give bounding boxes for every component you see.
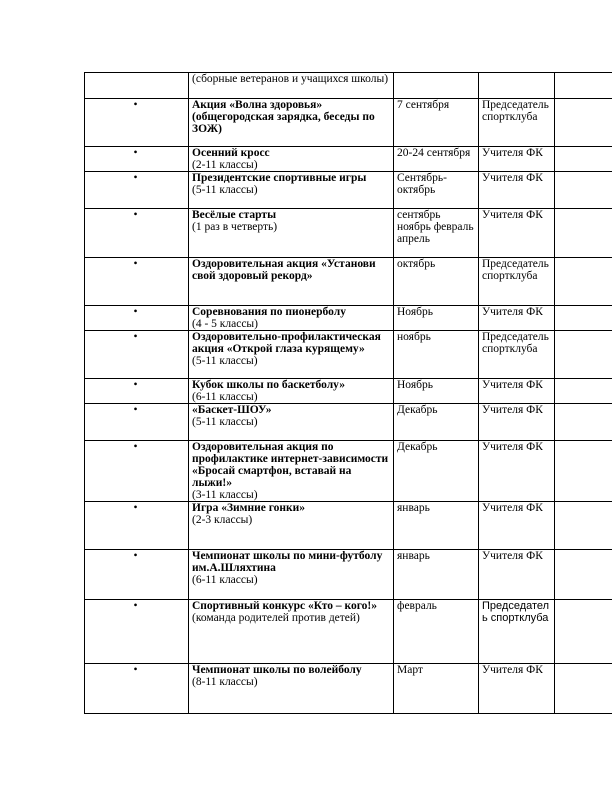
event-cell [189,550,394,600]
bullet-glyph: • [133,147,138,159]
event-title: Осенний кросс [192,147,270,159]
date-cell: февраль [394,600,479,664]
event-cell [189,600,394,664]
date-cell [394,73,479,99]
event-title: Весёлые старты [192,209,277,221]
event-note: (2-11 классы) [192,159,258,171]
responsible-cell: Учителя ФК [479,379,555,404]
bullet-cell [85,172,189,209]
responsible-cell: Председатель спортклуба [479,331,555,379]
responsible-cell: Учителя ФК [479,441,555,502]
bullet-cell [85,258,189,306]
bullet-cell [85,147,189,172]
event-cell [189,404,394,441]
event-title: Чемпионат школы по мини-футболу им.А.Шляхтина [192,550,383,574]
event-note: (4 - 5 классы) [192,318,258,330]
extra-cell [555,172,612,209]
event-cell [189,172,394,209]
responsible-cell: Учителя ФК [479,664,555,714]
responsible-cell: Учителя ФК [479,502,555,550]
bullet-glyph: • [133,379,138,391]
responsible-cell: Председатель спортклуба [479,258,555,306]
bullet-glyph: • [133,441,138,453]
events-table [84,72,612,714]
event-cell [189,331,394,379]
responsible-cell: Председатель спортклуба [479,99,555,147]
event-note: (6-11 классы) [192,391,258,403]
table-row [85,550,612,600]
event-title: «Баскет-ШОУ» [192,404,272,416]
responsible-cell: Учителя ФК [479,147,555,172]
date-cell: январь [394,550,479,600]
table-row [85,209,612,258]
extra-cell [555,404,612,441]
bullet-glyph: • [133,258,138,270]
responsible-cell: Учителя ФК [479,550,555,600]
bullet-glyph: • [133,172,138,184]
bullet-cell [85,404,189,441]
event-title: Оздоровительная акция по профилактике интернет-зависимости «Бросай смартфон, вставай на лыжи!» [192,441,389,489]
bullet-cell [85,331,189,379]
extra-cell [555,331,612,379]
responsible-cell: Учителя ФК [479,172,555,209]
bullet-cell [85,664,189,714]
bullet-glyph: • [133,600,138,612]
event-title: Спортивный конкурс «Кто – кого!» [192,600,377,612]
extra-cell [555,209,612,258]
bullet-glyph: • [133,664,138,676]
event-cell [189,379,394,404]
event-cell [189,664,394,714]
extra-cell [555,502,612,550]
event-cell [189,73,394,99]
event-note: (8-11 классы) [192,676,258,688]
bullet-glyph: • [133,99,138,111]
table-row [85,258,612,306]
responsible-cell: Председатель спортклуба [479,600,555,664]
event-note: (5-11 классы) [192,355,258,367]
extra-cell [555,306,612,331]
extra-cell [555,379,612,404]
event-title: Оздоровительно-профилактическая акция «Открой глаза курящему» [192,331,381,355]
event-note: (сборные ветеранов и учащихся школы) [192,73,389,85]
bullet-cell [85,209,189,258]
date-cell: Декабрь [394,404,479,441]
event-note: (2-3 классы) [192,514,253,526]
event-cell [189,306,394,331]
table-row [85,379,612,404]
bullet-cell [85,441,189,502]
bullet-cell [85,379,189,404]
responsible-cell: Учителя ФК [479,209,555,258]
date-cell: Март [394,664,479,714]
extra-cell [555,441,612,502]
bullet-cell [85,99,189,147]
date-cell: Ноябрь [394,306,479,331]
event-title: Игра «Зимние гонки» [192,502,306,514]
event-title: Акция «Волна здоровья» (общегородская зарядка, беседы по ЗОЖ) [192,99,375,135]
bullet-cell [85,73,189,99]
event-title: Кубок школы по баскетболу» [192,379,345,391]
table-row [85,172,612,209]
event-note: (3-11 классы) [192,489,258,501]
event-cell [189,147,394,172]
bullet-cell [85,306,189,331]
event-note: (6-11 классы) [192,574,258,586]
extra-cell [555,664,612,714]
event-title: Президентские спортивные игры [192,172,367,184]
event-cell [189,99,394,147]
date-cell: 7 сентября [394,99,479,147]
bullet-cell [85,502,189,550]
bullet-cell [85,550,189,600]
table-row-continuation [85,73,612,99]
event-note: (5-11 классы) [192,184,258,196]
date-cell: январь [394,502,479,550]
event-note: (5-11 классы) [192,416,258,428]
table-row [85,600,612,664]
table-row [85,147,612,172]
date-cell: 20-24 сентября [394,147,479,172]
event-cell [189,441,394,502]
date-cell: Сентябрь-октябрь [394,172,479,209]
bullet-glyph: • [133,331,138,343]
event-title: Оздоровительная акция «Установи свой здоровый рекорд» [192,258,376,282]
bullet-glyph: • [133,404,138,416]
responsible-cell [479,73,555,99]
date-cell: ноябрь [394,331,479,379]
bullet-glyph: • [133,306,138,318]
responsible-cell: Учителя ФК [479,404,555,441]
bullet-glyph: • [133,502,138,514]
table-row [85,331,612,379]
extra-cell [555,99,612,147]
extra-cell [555,550,612,600]
date-cell: октябрь [394,258,479,306]
event-cell [189,502,394,550]
extra-cell [555,73,612,99]
bullet-glyph: • [133,550,138,562]
table-row [85,99,612,147]
event-note: (команда родителей против детей) [192,612,360,624]
date-cell: Декабрь [394,441,479,502]
responsible-cell: Учителя ФК [479,306,555,331]
event-note: (1 раз в четверть) [192,221,278,233]
table-row [85,502,612,550]
table-row [85,306,612,331]
extra-cell [555,258,612,306]
extra-cell [555,600,612,664]
table-row [85,404,612,441]
event-title: Чемпионат школы по волейболу [192,664,362,676]
table-row [85,441,612,502]
table-row [85,664,612,714]
extra-cell [555,147,612,172]
date-cell: Ноябрь [394,379,479,404]
event-title: Соревнования по пионерболу [192,306,346,318]
bullet-cell [85,600,189,664]
date-cell: сентябрь ноябрь февраль апрель [394,209,479,258]
bullet-glyph: • [133,209,138,221]
event-cell [189,258,394,306]
event-cell [189,209,394,258]
